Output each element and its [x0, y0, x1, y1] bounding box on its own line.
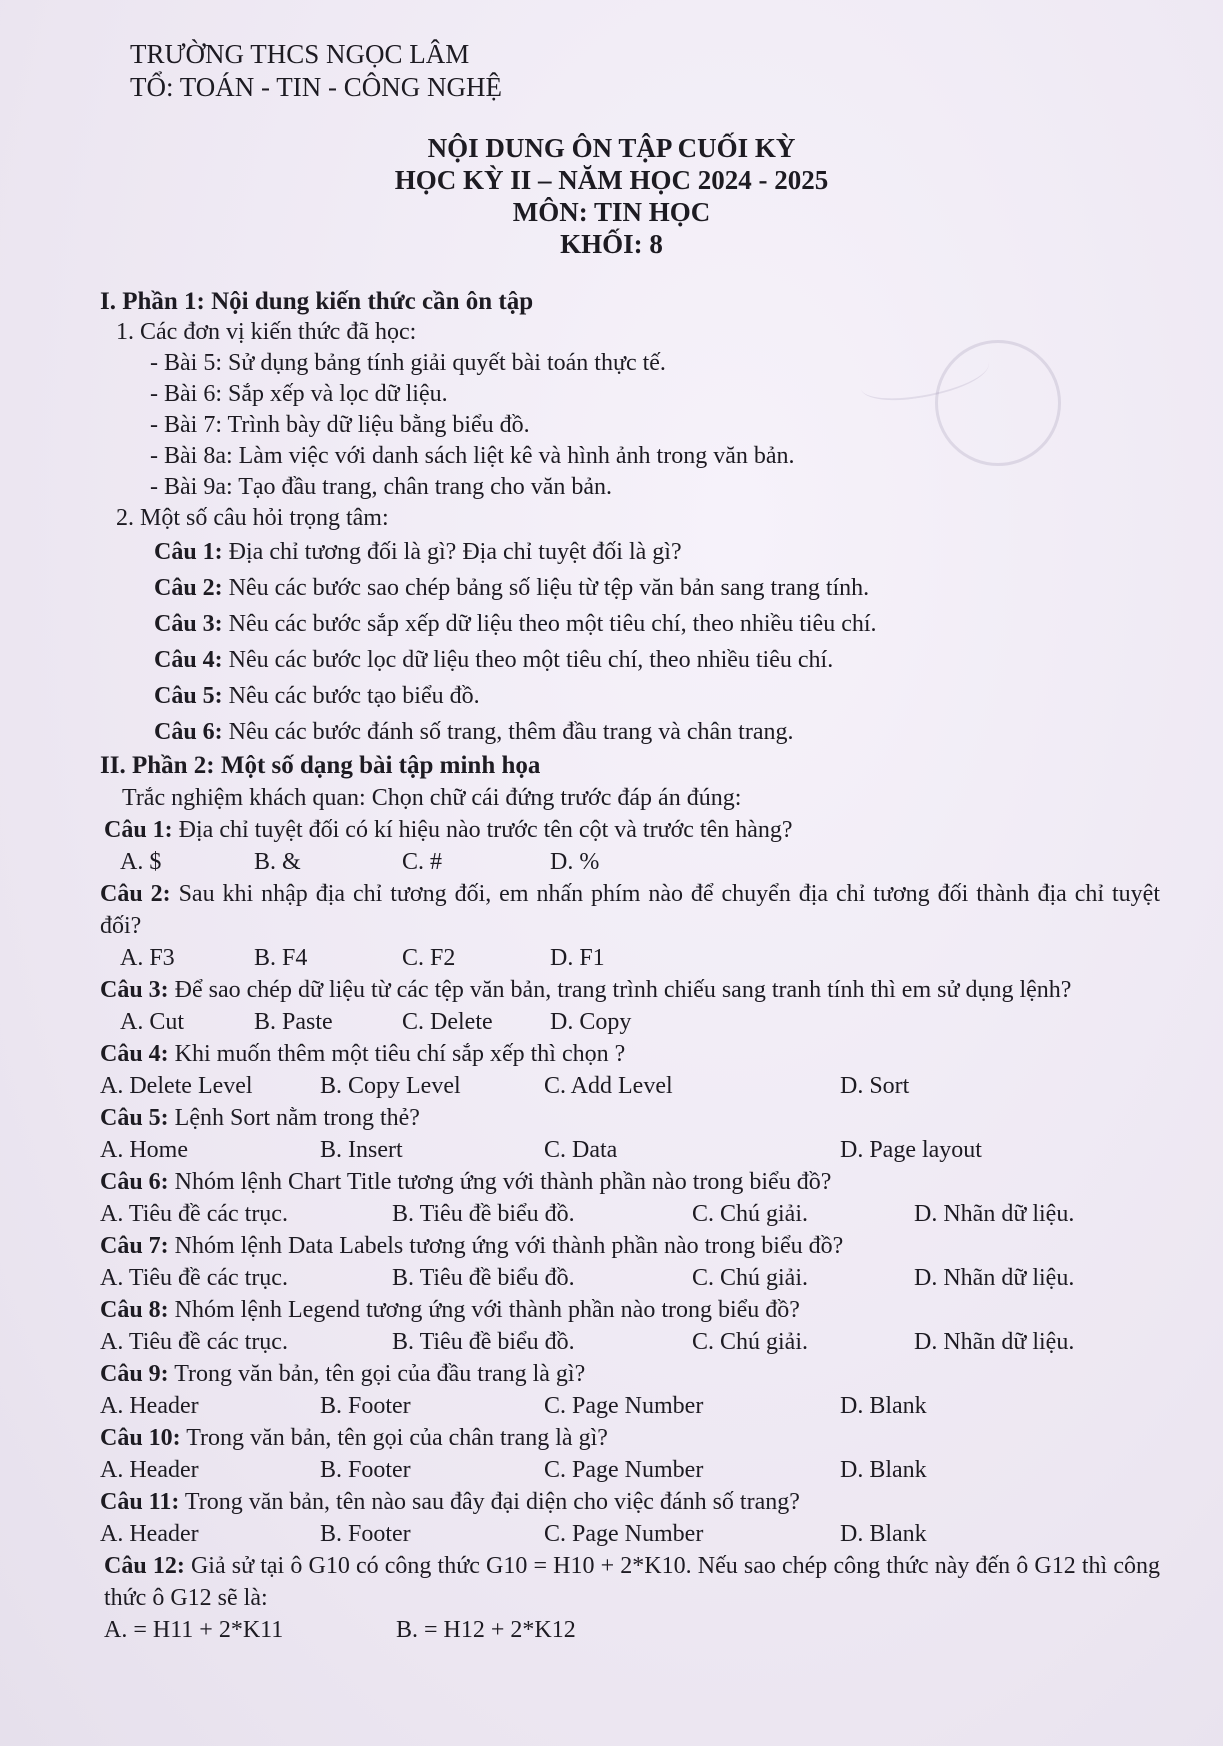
option: B. & [254, 849, 301, 875]
option: D. Nhãn dữ liệu. [914, 1201, 1075, 1227]
document-title [0, 132, 1223, 260]
option: A. $ [120, 849, 162, 875]
lesson-item: - Bài 7: Trình bày dữ liệu bằng biểu đồ. [150, 412, 530, 438]
option: C. Page Number [544, 1521, 704, 1547]
option: C. F2 [402, 945, 456, 971]
option: A. F3 [120, 945, 175, 971]
quiz-question: Câu 9: Trong văn bản, tên gọi của đầu trang là gì? [100, 1361, 586, 1387]
focus-question: Câu 4: Nêu các bước lọc dữ liệu theo một tiêu chí, theo nhiều tiêu chí. [154, 647, 834, 673]
quiz-options [100, 1262, 1160, 1294]
focus-question: Câu 5: Nêu các bước tạo biểu đồ. [154, 683, 480, 709]
quiz-options [100, 1006, 1160, 1038]
part1-sub2: 2. Một số câu hỏi trọng tâm: [116, 505, 389, 531]
option: B. Footer [320, 1521, 411, 1547]
title-line-1: NỘI DUNG ÔN TẬP CUỐI KỲ [427, 133, 796, 163]
option: B. Footer [320, 1393, 411, 1419]
quiz-options [100, 1134, 1160, 1166]
school-name: TRƯỜNG THCS NGỌC LÂM [130, 39, 470, 69]
option: C. Chú giải. [692, 1265, 809, 1291]
option: D. F1 [550, 945, 605, 971]
option: B. = H12 + 2*K12 [396, 1617, 576, 1643]
option: A. Header [100, 1521, 199, 1547]
lesson-item: - Bài 5: Sử dụng bảng tính giải quyết bài toán thực tế. [150, 350, 666, 376]
quiz-question: Câu 3: Để sao chép dữ liệu từ các tệp văn bản, trang trình chiếu sang tranh tính thì em sử dụng lệnh? [100, 977, 1072, 1003]
quiz-question: Câu 2: Sau khi nhập địa chỉ tương đối, em nhấn phím nào để chuyển địa chỉ tương đối thành địa chỉ tuyệt đối? [100, 881, 1161, 939]
title-line-4: KHỐI: 8 [560, 229, 663, 259]
lesson-item: - Bài 8a: Làm việc với danh sách liệt kê và hình ảnh trong văn bản. [150, 443, 795, 469]
option: C. Add Level [544, 1073, 673, 1099]
option: B. Tiêu đề biểu đồ. [392, 1265, 575, 1291]
option: B. Tiêu đề biểu đồ. [392, 1329, 575, 1355]
quiz-options [100, 1390, 1160, 1422]
quiz-options [100, 1326, 1160, 1358]
option: B. Insert [320, 1137, 403, 1163]
quiz-options [100, 1198, 1160, 1230]
option: C. Delete [402, 1009, 493, 1035]
quiz-question: Câu 6: Nhóm lệnh Chart Title tương ứng với thành phần nào trong biểu đồ? [100, 1169, 832, 1195]
part1-sub1: 1. Các đơn vị kiến thức đã học: [116, 319, 417, 345]
option: A. Header [100, 1457, 199, 1483]
option: A. Tiêu đề các trục. [100, 1329, 288, 1355]
option: A. Cut [120, 1009, 185, 1035]
focus-question: Câu 6: Nêu các bước đánh số trang, thêm đầu trang và chân trang. [154, 719, 794, 745]
option: D. Nhãn dữ liệu. [914, 1329, 1075, 1355]
quiz-options [100, 1614, 1160, 1646]
quiz-question: Câu 1: Địa chỉ tuyệt đối có kí hiệu nào trước tên cột và trước tên hàng? [104, 817, 793, 843]
quiz-options [100, 1518, 1160, 1550]
quiz-options [100, 942, 1160, 974]
quiz-question: Câu 8: Nhóm lệnh Legend tương ứng với thành phần nào trong biểu đồ? [100, 1297, 800, 1323]
quiz-question: Câu 4: Khi muốn thêm một tiêu chí sắp xếp thì chọn ? [100, 1041, 626, 1067]
option: C. Data [544, 1137, 618, 1163]
quiz-question: Câu 11: Trong văn bản, tên nào sau đây đại diện cho việc đánh số trang? [100, 1489, 800, 1515]
option: C. Page Number [544, 1457, 704, 1483]
quiz-options [100, 846, 1160, 878]
option: B. Footer [320, 1457, 411, 1483]
option: D. Copy [550, 1009, 632, 1035]
part2-heading: II. Phần 2: Một số dạng bài tập minh họa [100, 752, 541, 779]
option: D. Blank [840, 1457, 927, 1483]
department-name: TỔ: TOÁN - TIN - CÔNG NGHỆ [130, 72, 502, 102]
option: D. Blank [840, 1393, 927, 1419]
focus-question: Câu 1: Địa chỉ tương đối là gì? Địa chỉ tuyệt đối là gì? [154, 539, 682, 565]
option: C. Chú giải. [692, 1201, 809, 1227]
focus-question: Câu 3: Nêu các bước sắp xếp dữ liệu theo một tiêu chí, theo nhiều tiêu chí. [154, 611, 877, 637]
school-header [130, 38, 502, 104]
option: B. Tiêu đề biểu đồ. [392, 1201, 575, 1227]
option: C. Chú giải. [692, 1329, 809, 1355]
title-line-3: MÔN: TIN HỌC [512, 197, 711, 227]
option: A. Home [100, 1137, 188, 1163]
option: B. Paste [254, 1009, 333, 1035]
option: A. = H11 + 2*K11 [104, 1617, 284, 1643]
quiz-options [100, 1070, 1160, 1102]
part1-heading: I. Phần 1: Nội dung kiến thức cần ôn tập [100, 288, 534, 315]
option: D. Sort [840, 1073, 910, 1099]
option: D. % [550, 849, 600, 875]
focus-question: Câu 2: Nêu các bước sao chép bảng số liệu từ tệp văn bản sang trang tính. [154, 575, 870, 601]
option: D. Blank [840, 1521, 927, 1547]
option: D. Page layout [840, 1137, 982, 1163]
lesson-item: - Bài 6: Sắp xếp và lọc dữ liệu. [150, 381, 448, 407]
title-line-2: HỌC KỲ II – NĂM HỌC 2024 - 2025 [394, 165, 829, 195]
option: D. Nhãn dữ liệu. [914, 1265, 1075, 1291]
option: B. F4 [254, 945, 308, 971]
lesson-item: - Bài 9a: Tạo đầu trang, chân trang cho văn bản. [150, 474, 613, 500]
option: A. Delete Level [100, 1073, 253, 1099]
part2-intro: Trắc nghiệm khách quan: Chọn chữ cái đứng trước đáp án đúng: [122, 785, 742, 811]
quiz-question: Câu 7: Nhóm lệnh Data Labels tương ứng với thành phần nào trong biểu đồ? [100, 1233, 844, 1259]
quiz-question: Câu 10: Trong văn bản, tên gọi của chân trang là gì? [100, 1425, 608, 1451]
document-body [100, 286, 1160, 1646]
quiz-options [100, 1454, 1160, 1486]
quiz-question: Câu 12: Giả sử tại ô G10 có công thức G10 = H10 + 2*K10. Nếu sao chép công thức này đến ô G12 thì công thức ô G12 sẽ là: [104, 1553, 1161, 1611]
option: B. Copy Level [320, 1073, 461, 1099]
quiz-question: Câu 5: Lệnh Sort nằm trong thẻ? [100, 1105, 420, 1131]
option: A. Header [100, 1393, 199, 1419]
option: A. Tiêu đề các trục. [100, 1201, 288, 1227]
option: C. # [402, 849, 443, 875]
option: A. Tiêu đề các trục. [100, 1265, 288, 1291]
option: C. Page Number [544, 1393, 704, 1419]
